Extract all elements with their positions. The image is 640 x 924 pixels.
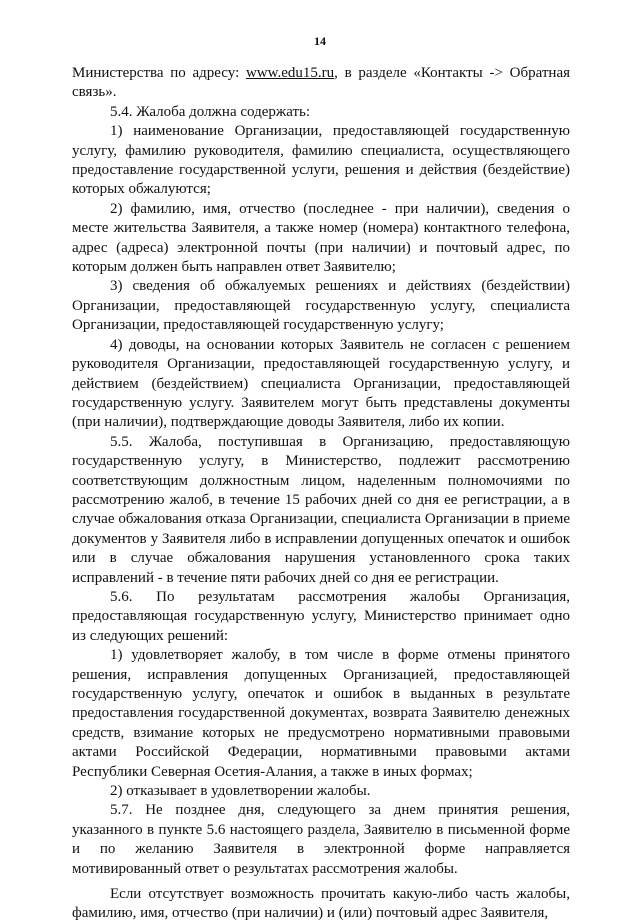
paragraph-5-7: 5.7. Не позднее дня, следующего за днем принятия решения, указанного в пункте 5.6 настоящего раздела, Заявителю в письменной форме и по желанию Заявителя в электронной форме направляется мотивированный ответ о результатах рассмотрения жалобы. xyxy=(72,802,570,877)
paragraph-5-4-item-1: 1) наименование Организации, предоставляющей государственную услугу, фамилию руководителя, фамилию специалиста, осуществляющего предоставление государственной услуги, решения и действия (бездействие) которых обжалуются; xyxy=(72,123,570,198)
paragraph-5-4-item-3: 3) сведения об обжалуемых решениях и действиях (бездействии) Организации, предоставляющей государственную услугу, специалиста Организации, предоставляющей государственную услугу; xyxy=(72,278,570,334)
paragraph-5-6: 5.6. По результатам рассмотрения жалобы Организация, предоставляющая государственную услугу, Министерство принимает одно из следующих решений: xyxy=(72,588,570,644)
paragraph-5-4-item-2: 2) фамилию, имя, отчество (последнее - при наличии), сведения о месте жительства Заявителя, а также номер (номера) контактного телефона, адрес (адреса) электронной почты (при наличии) и почтовый адрес, по которым должен быть направлен ответ Заявителю; xyxy=(72,200,570,276)
paragraph-5-4-item-4: 4) доводы, на основании которых Заявитель не согласен с решением руководителя Организации, предоставляющей государственную услугу, и действием (бездействием) специалиста Организации, предоставляющей государственную услугу. Заявителем могут быть представлены документы (при наличии), подтверждающие доводы Заявителя, либо их копии. xyxy=(72,336,570,431)
paragraph-5-6-item-1: 1) удовлетворяет жалобу, в том числе в форме отмены принятого решения, исправления допущенных Организацией, предоставляющей государственную услугу, опечаток и ошибок в выданных в результате предоставления государственной документах, возврата Заявителю денежных средств, взимание которых не предусмотрено нормативными правовыми актами Российской Федерации, нормативными правовыми актами Республики Северная Осетия-Алания, а также в иных формах; xyxy=(72,647,570,780)
paragraph-unreadable-complaint: Если отсутствует возможность прочитать какую-либо часть жалобы, фамилию, имя, отчество (при наличии) и (или) почтовый адрес Заявителя, xyxy=(72,886,570,922)
paragraph-text: Министерства по адресу: xyxy=(72,65,246,81)
paragraph-5-6-item-2: 2) отказывает в удовлетворении жалобы. xyxy=(110,783,371,800)
paragraph-5-5: 5.5. Жалоба, поступившая в Организацию, предоставляющую государственную услугу, в Министерство, подлежит рассмотрению соответствующим должностным лицом, наделенным полномочиями по рассмотрению жалоб, в течение 15 рабочих дней со дня ее регистрации, а в случае обжалования отказа Организации, специалиста Организации в приеме документов у Заявителя либо в исправлении допущенных опечаток и ошибок или в случае обжалования нарушения установленного срока таких исправлений - в течение пяти рабочих дней со дня ее регистрации. xyxy=(72,433,570,586)
paragraph-text: , в разделе «Контакты -> Обратная связь». xyxy=(72,65,570,101)
paragraph-5-4: 5.4. Жалоба должна содержать: xyxy=(110,103,311,120)
paragraph-ministry-address xyxy=(72,64,570,103)
page-number: 14 xyxy=(314,34,326,48)
document-body xyxy=(72,64,570,924)
website-link[interactable]: www.edu15.ru xyxy=(245,65,335,81)
